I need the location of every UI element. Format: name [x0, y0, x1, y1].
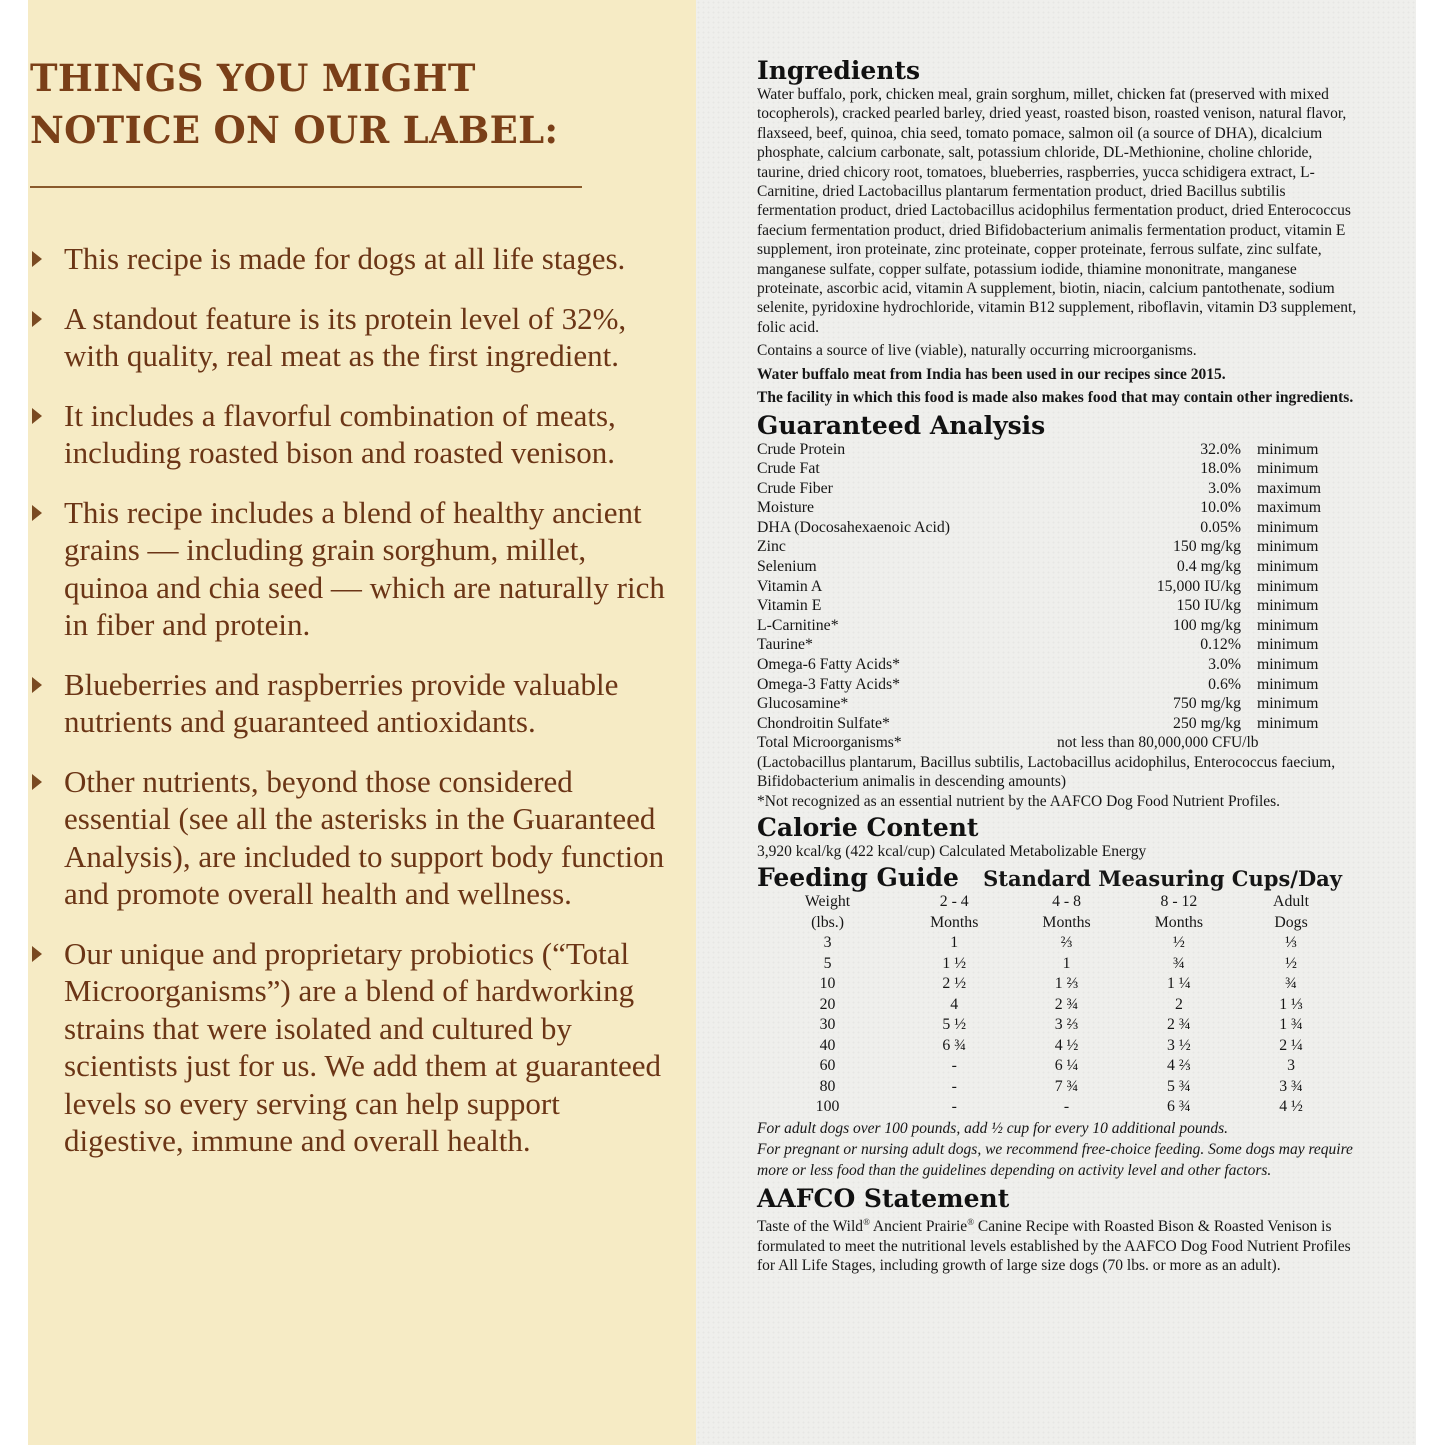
bullet-arrow-icon: [32, 311, 42, 327]
feeding-row: [757, 1036, 1347, 1057]
feeding-cell: 1 ⅔: [1054, 975, 1079, 993]
analysis-value: 0.05%: [1200, 518, 1241, 536]
analysis-nutrient: Crude Fiber: [757, 479, 833, 497]
feeding-guide-heading: Feeding Guide: [757, 863, 959, 893]
feeding-cell: 3: [823, 934, 832, 952]
facility-note: The facility in which this food is made also makes food that may contain other ingredients.: [757, 389, 1354, 407]
feeding-cell: 5: [823, 954, 832, 972]
feature-item: [32, 763, 672, 913]
analysis-value: 32.0%: [1200, 440, 1241, 458]
bullet-arrow-icon: [32, 677, 42, 693]
analysis-value: 150 mg/kg: [1172, 538, 1241, 556]
analysis-nutrient: DHA (Docosahexaenoic Acid): [757, 518, 951, 536]
feeding-cell: Months: [1042, 913, 1091, 931]
analysis-qualifier: minimum: [1257, 656, 1319, 674]
left-panel: [28, 0, 696, 1445]
feeding-cell: 2 ¼: [1279, 1036, 1303, 1054]
analysis-row: [757, 714, 1357, 734]
cups-per-day-heading: Standard Measuring Cups/Day: [983, 866, 1342, 892]
analysis-value: 0.4 mg/kg: [1176, 558, 1241, 576]
feature-text: Blueberries and raspberries provide valuable nutrients and guaranteed antioxidants.: [64, 666, 619, 739]
feature-item: [32, 935, 672, 1160]
analysis-row: [757, 577, 1357, 597]
feeding-cell: ¾: [1172, 954, 1185, 972]
feeding-cell: 5 ¾: [1167, 1077, 1191, 1095]
feature-item: [32, 397, 672, 472]
feeding-row: [757, 933, 1347, 954]
feeding-cell: 10: [819, 975, 836, 993]
analysis-nutrient: Omega-3 Fatty Acids*: [757, 675, 901, 693]
feature-item: [32, 300, 672, 375]
analysis-row: [757, 675, 1357, 695]
feature-item: [32, 666, 672, 741]
analysis-value: 750 mg/kg: [1172, 695, 1241, 713]
feeding-cell: 4 ⅔: [1167, 1057, 1191, 1075]
analysis-nutrient: Zinc: [757, 538, 786, 556]
feeding-cell: 8 - 12: [1160, 893, 1198, 911]
analysis-row: [757, 557, 1357, 577]
analysis-qualifier: minimum: [1257, 636, 1319, 654]
feeding-cell: Months: [1154, 913, 1204, 931]
analysis-nutrient: L-Carnitine*: [757, 616, 839, 634]
analysis-value: 10.0%: [1200, 499, 1241, 517]
registered-mark: ®: [967, 1216, 975, 1227]
analysis-nutrient: Vitamin E: [757, 597, 822, 615]
calorie-content-heading: Calorie Content: [757, 813, 979, 843]
microorganisms-row: [757, 733, 1357, 752]
analysis-value: 3.0%: [1208, 479, 1241, 497]
analysis-row: [757, 596, 1357, 616]
feature-text: Our unique and proprietary probiotics (“Total Microorganisms”) are a blend of hardworking strains that were isolated and cultured by scientists just for us. We add them at guaranteed levels so every serving can help support digestive, immune and overall health.: [64, 935, 661, 1158]
feeding-cell: -: [951, 1077, 957, 1095]
feeding-cell: 4: [950, 995, 959, 1013]
feeding-cell: -: [1063, 1098, 1070, 1116]
analysis-value: 18.0%: [1200, 460, 1241, 478]
bullet-arrow-icon: [32, 946, 42, 962]
feeding-cell: 4 ½: [1279, 1098, 1303, 1116]
feeding-cell: 60: [819, 1057, 836, 1075]
analysis-value: 150 IU/kg: [1176, 597, 1241, 615]
analysis-row: [757, 655, 1357, 675]
feeding-row: [757, 1015, 1347, 1036]
analysis-nutrient: Glucosamine*: [757, 695, 849, 713]
feeding-cell: 2: [1174, 995, 1183, 1013]
feeding-cell: 2 ¾: [1054, 995, 1079, 1013]
feeding-cell: 1 ½: [942, 954, 967, 972]
analysis-nutrient: Crude Fat: [757, 460, 820, 478]
feeding-header-row: [757, 892, 1347, 913]
feature-text: This recipe includes a blend of healthy ancient grains — including grain sorghum, millet, quinoa and chia seed — which are naturally rich in fiber and protein.: [64, 494, 665, 642]
feeding-cell: 1 ⅓: [1279, 995, 1303, 1013]
analysis-nutrient: Selenium: [757, 558, 817, 576]
analysis-qualifier: minimum: [1257, 577, 1319, 595]
analysis-value: 100 mg/kg: [1172, 616, 1241, 634]
feature-item: [32, 494, 672, 644]
analysis-row: [757, 459, 1357, 479]
adult-feeding-note: For adult dogs over 100 pounds, add ½ cup for every 10 additional pounds.: [757, 1119, 1228, 1137]
analysis-row: [757, 518, 1357, 538]
title-line-2: NOTICE ON OUR LABEL:: [30, 108, 559, 152]
microorganisms-detail: (Lactobacillus plantarum, Bacillus subtilis, Lactobacillus acidophilus, Enterococcus faecium, Bifidobacterium animalis in descending amounts): [757, 753, 1336, 791]
analysis-qualifier: minimum: [1257, 460, 1319, 478]
bullet-arrow-icon: [32, 774, 42, 790]
analysis-nutrient: Moisture: [757, 499, 815, 517]
feeding-cell: ½: [1172, 934, 1185, 952]
registered-mark: ®: [863, 1216, 870, 1227]
feeding-cell: 3 ½: [1167, 1036, 1191, 1054]
aafco-statement: [757, 1213, 1357, 1275]
analysis-nutrient: Crude Protein: [757, 440, 846, 458]
feeding-cell: 2 ¾: [1167, 1016, 1191, 1034]
feeding-cell: 30: [819, 1016, 836, 1034]
title-line-1: THINGS YOU MIGHT: [30, 56, 476, 100]
microorganisms-value: not less than 80,000,000 CFU/lb: [1057, 734, 1259, 752]
feeding-cell: 1 ¼: [1167, 975, 1191, 993]
feeding-cell: 1: [950, 934, 959, 952]
feeding-cell: Months: [930, 913, 979, 931]
feeding-cell: ½: [1285, 954, 1297, 972]
feeding-cell: 3: [1287, 1057, 1295, 1075]
feeding-cell: Weight: [804, 893, 851, 911]
microorganisms-name: Total Microorganisms*: [757, 734, 902, 752]
feeding-guide-section: [757, 864, 1357, 1181]
ingredients-text: Water buffalo, pork, chicken meal, grain sorghum, millet, chicken fat (preserved with mixed tocopherols), cracked pearled barley, dried yeast, roasted bison, roasted venison, natural flavor, flaxseed, beef, quinoa, chia seed, tomato pomace, salmon oil (a source of DHA), dicalcium phosphate, calcium carbonate, salt, potassium chloride, DL-Methionine, choline chloride, taurine, dried chicory root, tomatoes, blueberries, raspberries, yucca schidigera extract, L-Carnitine, dried Lactobacillus plantarum fermentation product, dried Bacillus subtilis fermentation product, dried Lactobacillus acidophilus fermentation product, dried Enterococcus faecium fermentation product, dried Bifidobacterium animalis fermentation product, vitamin E supplement, iron proteinate, zinc proteinate, copper proteinate, ferrous sulfate, zinc sulfate, manganese sulfate, copper sulfate, potassium iodide, thiamine mononitrate, manganese proteinate, ascorbic acid, vitamin A supplement, biotin, niacin, calcium pantothenate, sodium selenite, pyridoxine hydrochloride, vitamin B12 supplement, riboflavin, vitamin D3 supplement, folic acid.: [757, 86, 1357, 336]
feeding-header-row: [757, 913, 1347, 934]
feeding-cell: 1: [1062, 954, 1071, 972]
analysis-value: 250 mg/kg: [1172, 714, 1241, 732]
feeding-cell: ⅔: [1060, 934, 1073, 952]
feature-item: [32, 240, 672, 278]
aafco-brand: Taste of the Wild: [757, 1218, 864, 1236]
analysis-footnote: *Not recognized as an essential nutrient by the AAFCO Dog Food Nutrient Profiles.: [757, 792, 1281, 810]
analysis-qualifier: minimum: [1257, 616, 1319, 634]
feeding-cell: 20: [819, 995, 836, 1013]
analysis-qualifier: minimum: [1257, 597, 1319, 615]
feeding-cell: Adult: [1273, 893, 1310, 911]
guaranteed-analysis-heading: Guaranteed Analysis: [757, 410, 1046, 440]
feeding-cell: 40: [819, 1036, 836, 1054]
analysis-qualifier: minimum: [1257, 714, 1319, 732]
analysis-row: [757, 440, 1357, 460]
water-buffalo-note: Water buffalo meat from India has been used in our recipes since 2015.: [757, 365, 1226, 383]
feeding-cell: 4 - 8: [1052, 893, 1082, 911]
aafco-heading: AAFCO Statement: [757, 1183, 1010, 1213]
feeding-cell: 6 ¾: [1167, 1098, 1191, 1116]
analysis-qualifier: minimum: [1257, 440, 1319, 458]
feeding-cell: 2 - 4: [939, 893, 969, 911]
feeding-cell: (lbs.): [811, 913, 844, 931]
feeding-cell: 1 ¾: [1279, 1016, 1303, 1034]
feeding-cell: 7 ¾: [1054, 1077, 1079, 1095]
analysis-qualifier: minimum: [1257, 518, 1319, 536]
title-divider: [30, 186, 582, 188]
analysis-row: [757, 616, 1357, 636]
analysis-value: 0.6%: [1208, 675, 1241, 693]
feeding-cell: ⅓: [1285, 934, 1297, 952]
feeding-cell: 6 ¾: [942, 1036, 967, 1054]
feeding-row: [757, 1056, 1347, 1077]
feeding-cell: -: [951, 1057, 957, 1075]
feeding-row: [757, 1097, 1347, 1118]
analysis-row: [757, 479, 1357, 499]
label-notice-title: [30, 52, 558, 156]
analysis-row: [757, 498, 1357, 518]
feeding-cell: Dogs: [1274, 913, 1308, 931]
feature-text: It includes a flavorful combination of meats, including roasted bison and roasted venison.: [64, 397, 616, 470]
feeding-cell: 80: [819, 1077, 836, 1095]
feeding-guide-table: [757, 892, 1347, 1118]
calorie-content-text: 3,920 kcal/kg (422 kcal/cup) Calculated Metabolizable Energy: [757, 843, 1147, 861]
analysis-qualifier: minimum: [1257, 675, 1319, 693]
feeding-cell: 100: [815, 1098, 840, 1116]
analysis-qualifier: maximum: [1257, 479, 1322, 497]
analysis-qualifier: minimum: [1257, 695, 1319, 713]
analysis-nutrient: Vitamin A: [757, 577, 823, 595]
bullet-arrow-icon: [32, 251, 42, 267]
feeding-cell: ¾: [1285, 975, 1297, 993]
feeding-row: [757, 995, 1347, 1016]
feeding-cell: -: [951, 1098, 957, 1116]
analysis-row: [757, 635, 1357, 655]
feature-text: A standout feature is its protein level of 32%, with quality, real meat as the first ingredient.: [64, 300, 627, 373]
feeding-row: [757, 1077, 1347, 1098]
feeding-cell: 3 ⅔: [1054, 1016, 1079, 1034]
feature-list: [32, 240, 672, 1160]
feeding-cell: 2 ½: [942, 975, 967, 993]
feeding-cell: 3 ¾: [1279, 1077, 1303, 1095]
guaranteed-analysis-table: [757, 440, 1357, 734]
feature-text: This recipe is made for dogs at all life stages.: [64, 241, 626, 276]
feeding-cell: 4 ½: [1054, 1036, 1079, 1054]
analysis-row: [757, 537, 1357, 557]
pregnant-feeding-note: For pregnant or nursing adult dogs, we recommend free-choice feeding. Some dogs may require more or less food than the guidelines depending on activity level and other factors.: [757, 1140, 1353, 1179]
aafco-product: Ancient Prairie: [869, 1218, 968, 1236]
analysis-nutrient: Chondroitin Sulfate*: [757, 714, 890, 732]
analysis-value: 0.12%: [1200, 636, 1241, 654]
analysis-nutrient: Taurine*: [757, 636, 813, 654]
ingredients-heading: Ingredients: [757, 56, 921, 85]
analysis-qualifier: minimum: [1257, 558, 1319, 576]
bullet-arrow-icon: [32, 408, 42, 424]
analysis-value: 15,000 IU/kg: [1156, 577, 1241, 595]
live-microorganisms-note: Contains a source of live (viable), naturally occurring microorganisms.: [757, 342, 1197, 360]
analysis-value: 3.0%: [1208, 656, 1241, 674]
bullet-arrow-icon: [32, 505, 42, 521]
analysis-qualifier: minimum: [1257, 538, 1319, 556]
feeding-cell: 6 ¼: [1054, 1057, 1079, 1075]
analysis-row: [757, 694, 1357, 714]
feeding-row: [757, 954, 1347, 975]
feature-text: Other nutrients, beyond those considered essential (see all the asterisks in the Guaranteed Analysis), are included to support body function and promote overall health and wellness.: [64, 763, 665, 911]
analysis-nutrient: Omega-6 Fatty Acids*: [757, 656, 901, 674]
analysis-qualifier: maximum: [1257, 499, 1322, 517]
ingredients-section: [757, 57, 1357, 1275]
feeding-cell: 5 ½: [942, 1016, 967, 1034]
aafco-text: Canine Recipe with Roasted Bison & Roasted Venison is formulated to meet the nutritional levels established by the AAFCO Dog Food Nutrient Profiles for All Life Stages, including growth of large size dogs (70 lbs. or more as an adult).: [757, 1218, 1351, 1274]
feeding-row: [757, 974, 1347, 995]
